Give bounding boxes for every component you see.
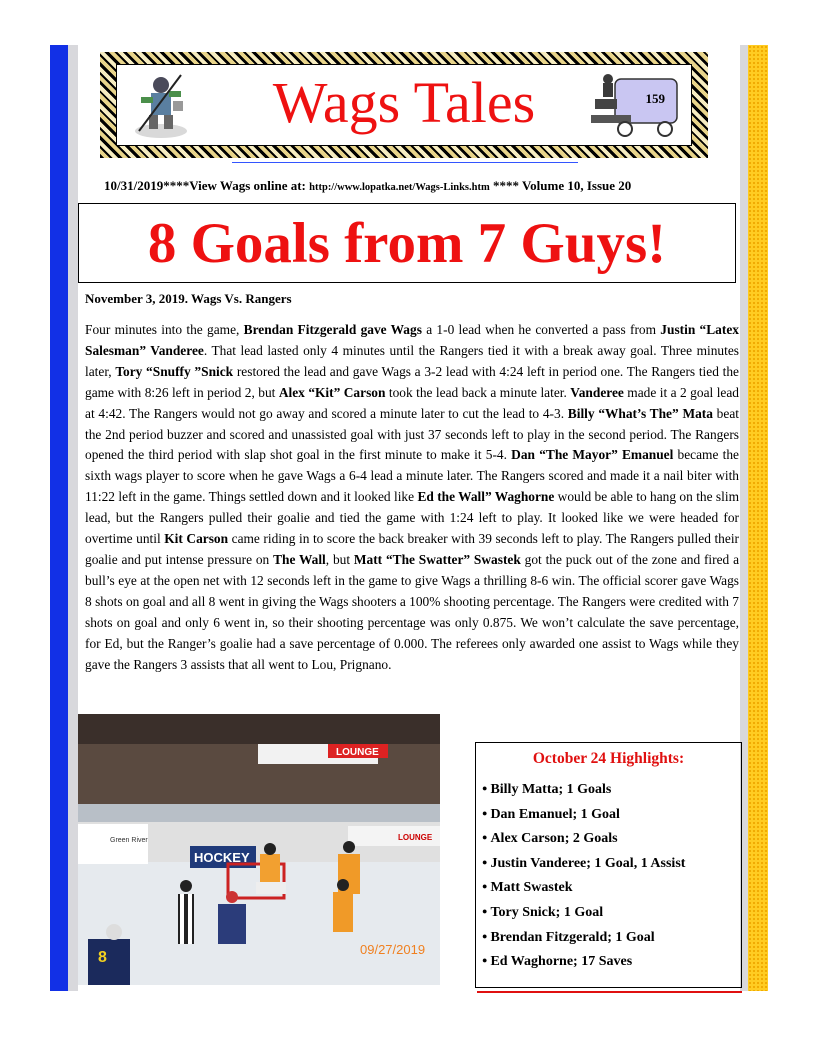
photo-date-stamp: 09/27/2019 xyxy=(360,942,426,957)
left-border-blue xyxy=(50,45,70,991)
hockey-game-photo xyxy=(78,714,440,985)
article-bold: Ed the Wall” Waghorne xyxy=(417,489,555,505)
highlight-text: Dan Emanuel; 1 Goal xyxy=(490,806,620,822)
list-item xyxy=(482,852,685,877)
bullet-icon: ● xyxy=(482,905,488,916)
bullet-icon: ● xyxy=(482,832,488,843)
list-item xyxy=(482,803,685,828)
article-text: took the lead back a minute later. xyxy=(385,384,571,400)
highlight-text: Brendan Fitzgerald; 1 Goal xyxy=(490,929,655,945)
ad-text: Green River xyxy=(110,837,148,844)
article-bold: Dan “The Mayor” Emanuel xyxy=(511,447,674,463)
list-item xyxy=(482,827,685,852)
rink-sign-left: LOUNGE xyxy=(336,747,379,758)
bullet-icon: ● xyxy=(482,807,488,818)
player-number: 8 xyxy=(98,949,107,966)
dateline-date: 10/31/2019 xyxy=(104,178,164,193)
article-subhead: November 3, 2019. Wags Vs. Rangers xyxy=(85,291,292,306)
bullet-icon: ● xyxy=(482,930,488,941)
article-text: made it a 2 goal lead at 4:42. The Rangers would not go away and scored a minute later to cut the lead to 4-3. xyxy=(85,384,739,421)
article-text: Four minutes into the game, xyxy=(85,322,244,337)
highlight-text: Ed Waghorne; 17 Saves xyxy=(490,954,633,970)
masthead-rule xyxy=(232,162,578,163)
article-bold: Brendan Fitzgerald gave Wags xyxy=(243,322,422,337)
highlights-list xyxy=(482,778,685,975)
article-bold: Tory “Snuffy ”Snick xyxy=(115,363,234,379)
highlight-text: Billy Matta; 1 Goals xyxy=(490,782,612,797)
masthead xyxy=(100,52,708,158)
list-item xyxy=(482,926,685,951)
highlights-box xyxy=(475,742,742,988)
dateline xyxy=(104,178,724,194)
masthead-title: Wags Tales xyxy=(272,70,536,135)
highlight-text: Justin Vanderee; 1 Goal, 1 Assist xyxy=(490,855,686,871)
left-border-gray xyxy=(68,45,78,991)
article-body xyxy=(85,320,739,675)
highlight-text: Alex Carson; 2 Goals xyxy=(490,831,618,847)
article-text: came riding in to score the back breaker with 39 seconds left to play. The Rangers pulled their goalie and put intense pressure on xyxy=(85,531,739,567)
article-bold: Billy “What’s The” Mata xyxy=(567,405,713,421)
zamboni-icon xyxy=(591,69,683,143)
article-text: would be able to hang on the slim lead, but the Rangers pulled their goalie and tied the game with 1:24 left to play. It looked like we were headed for overtime until xyxy=(85,489,739,547)
bullet-icon: ● xyxy=(482,881,488,892)
article-bold: Kit Carson xyxy=(164,531,229,547)
article-text: beat the 2nd period buzzer and scored and unassisted goal with just 37 seconds left to play in the second period. The Rangers opened the third period with slap shot goal in the first minute to make it 5-4. xyxy=(85,405,739,463)
masthead-inner xyxy=(116,64,692,146)
article-text: . That lead lasted only 4 minutes until the Rangers tied it with a break away goal. Three minutes later, xyxy=(85,342,739,379)
article-bold: Matt “The Swatter” Swastek xyxy=(353,551,521,567)
rink-sign-right: LOUNGE xyxy=(398,833,433,842)
article-bold: Vanderee xyxy=(570,384,624,400)
right-border-gold xyxy=(748,45,768,991)
dateline-suffix: **** Volume 10, Issue 20 xyxy=(489,178,632,193)
headline: 8 Goals from 7 Guys! xyxy=(147,212,667,275)
bullet-icon: ● xyxy=(482,955,488,966)
headline-box xyxy=(78,203,736,283)
issue-number: 159 xyxy=(645,91,665,106)
bullet-icon: ● xyxy=(482,783,488,793)
article-bold: The Wall xyxy=(273,551,326,567)
list-item xyxy=(482,876,685,901)
highlights-rule xyxy=(477,991,742,993)
article-text: a 1-0 lead when he converted a pass from xyxy=(421,322,661,337)
dateline-prefix: ****View Wags online at: xyxy=(163,178,310,193)
article-text: restored the lead and gave Wags a 3-2 lead with 4:24 left in period one. The Rangers tied the game with 8:26 left in period 2, but xyxy=(85,363,739,400)
dateline-url[interactable]: http://www.lopatka.net/Wags-Links.htm xyxy=(309,182,490,193)
article-text: got the puck out of the zone and fired a bull’s eye at the open net with 12 seconds left in the game to give Wags a thrilling 8-6 win. The official scorer gave Wags 8 shots on goal and all 8 went in giving the Wags shooters a 100% shooting percentage. The Rangers were credited with 7 shots on goal and only 6 went in, so their shooting percentage was only 0.875. We won’t calculate the save percentage, for Ed, but the Ranger’s goalie had a save percentage of 0.000. The referees only awarded one assist to Wags while they gave the Rangers 3 assists that all went to Lou, Prignano. xyxy=(85,551,740,672)
board-text: HOCKEY xyxy=(194,850,250,865)
list-item xyxy=(482,901,685,926)
list-item xyxy=(482,950,685,975)
highlight-text: Tory Snick; 1 Goal xyxy=(490,904,604,920)
article-bold: Justin “Latex Salesman” Vanderee xyxy=(85,322,739,358)
bullet-icon: ● xyxy=(482,856,488,867)
article-bold: Alex “Kit” Carson xyxy=(278,384,386,400)
photo-illustration xyxy=(78,714,440,985)
article-text: became the sixth wags player to score when he gave Wags a 6-4 lead a minute later. The Rangers scored and made it a nail biter with 11:22 left in the game. Things settled down and it looked like xyxy=(85,447,739,505)
highlights-title: October 24 Highlights: xyxy=(532,750,685,767)
highlight-text: Matt Swastek xyxy=(490,880,573,896)
list-item xyxy=(482,778,685,803)
article-text: , but xyxy=(325,551,354,567)
